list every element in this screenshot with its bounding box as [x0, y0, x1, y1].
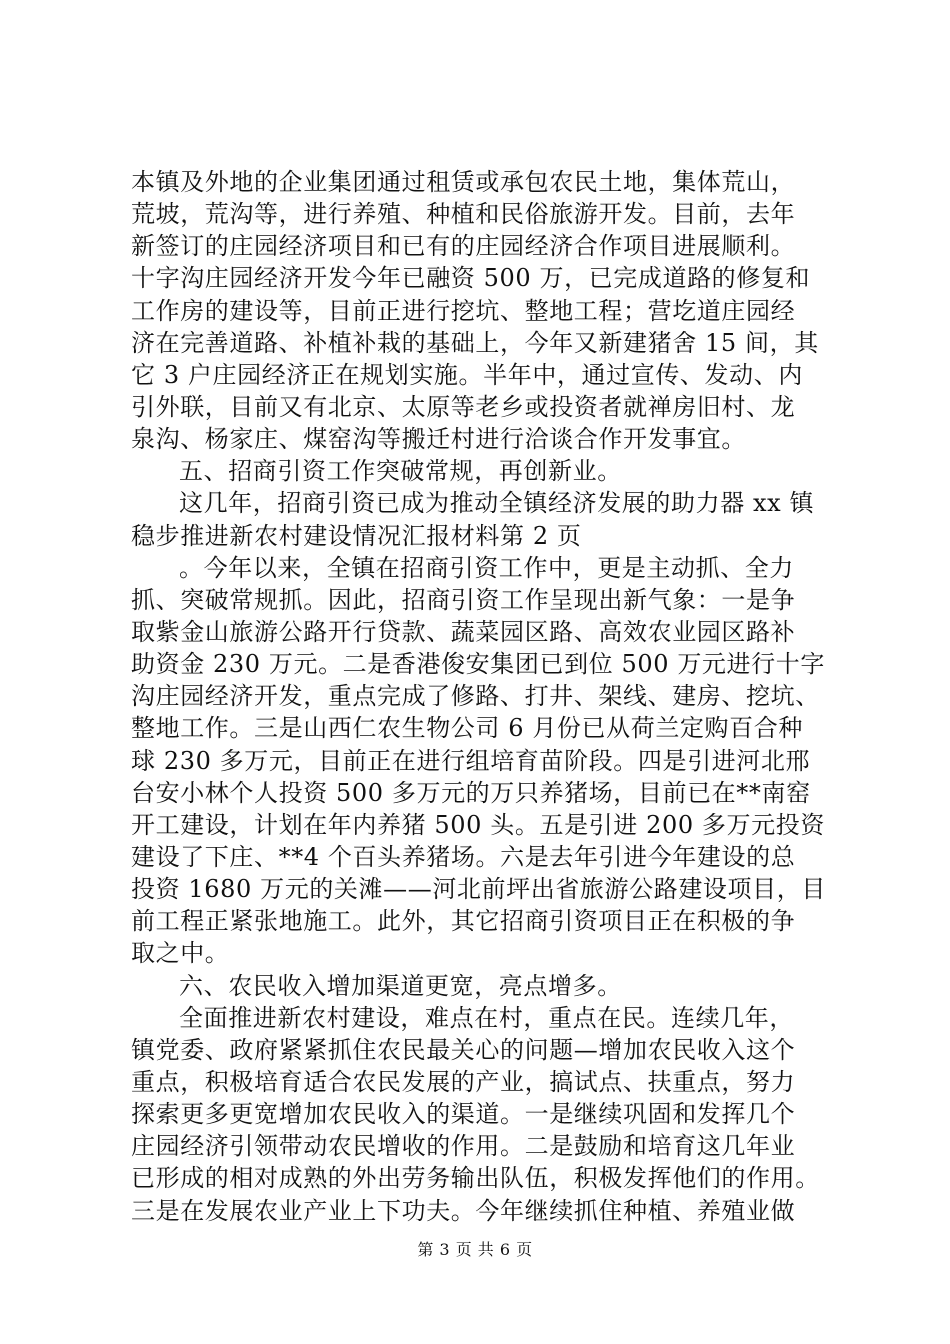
section-heading: 五、招商引资工作突破常规，再创新业。 [179, 457, 622, 486]
text-line: 已形成的相对成熟的外出劳务输出队伍，积极发挥他们的作用。 [131, 1164, 820, 1193]
text-line: 十字沟庄园经济开发今年已融资 500 万，已完成道路的修复和 [131, 264, 811, 293]
text-line: 球 230 多万元，目前正在进行组培育苗阶段。四是引进河北邢 [131, 746, 811, 775]
text-line: 新签订的庄园经济项目和已有的庄园经济合作项目进展顺利。 [131, 232, 796, 261]
text-line: 前工程正紧张地施工。此外，其它招商引资项目正在积极的争 [131, 907, 796, 936]
paragraph-start-line: 这几年，招商引资已成为推动全镇经济发展的助力器 xx 镇 [179, 489, 815, 518]
text-line: 工作房的建设等，目前正进行挖坑、整地工程；营圪道庄园经 [131, 296, 796, 325]
body-text [131, 166, 831, 1227]
text-line: 台安小林个人投资 500 多万元的万只养猪场，目前已在**南窑 [131, 778, 811, 807]
page-number-footer: 第 3 页 共 6 页 [417, 1240, 533, 1259]
text-line: 稳步推进新农村建设情况汇报材料第 2 页 [131, 521, 582, 550]
text-line: 取紫金山旅游公路开行贷款、蔬菜园区路、高效农业园区路补 [131, 617, 796, 646]
text-line: 投资 1680 万元的关滩——河北前坪出省旅游公路建设项目，目 [131, 875, 826, 904]
section-heading: 六、农民收入增加渠道更宽，亮点增多。 [179, 971, 622, 1000]
paragraph-start-line: 全面推进新农村建设，难点在村，重点在民。连续几年， [179, 1003, 794, 1032]
text-line: 建设了下庄、**4 个百头养猪场。六是去年引进今年建设的总 [131, 842, 796, 871]
text-line: 庄园经济引领带动农民增收的作用。二是鼓励和培育这几年业 [131, 1132, 796, 1161]
text-line: 济在完善道路、补植补栽的基础上，今年又新建猪舍 15 间，其 [131, 328, 819, 357]
text-line: 本镇及外地的企业集团通过租赁或承包农民土地，集体荒山， [131, 168, 796, 196]
text-line: 它 3 户庄园经济正在规划实施。半年中，通过宣传、发动、内 [131, 360, 803, 389]
text-line: 探索更多更宽增加农民收入的渠道。一是继续巩固和发挥几个 [131, 1100, 796, 1129]
text-line: 荒坡，荒沟等，进行养殖、种植和民俗旅游开发。目前，去年 [131, 200, 796, 229]
text-line: 整地工作。三是山西仁农生物公司 6 月份已从荷兰定购百合种 [131, 714, 803, 743]
text-line: 取之中。 [131, 939, 230, 968]
text-line: 抓、突破常规抓。因此，招商引资工作呈现出新气象：一是争 [131, 585, 796, 614]
text-line: 重点，积极培育适合农民发展的产业，搞试点、扶重点，努力 [131, 1067, 796, 1096]
text-line: 泉沟、杨家庄、煤窑沟等搬迁村进行洽谈合作开发事宜。 [131, 425, 746, 454]
text-line: 引外联，目前又有北京、太原等老乡或投资者就禅房旧村、龙 [131, 392, 796, 421]
text-line: 。今年以来，全镇在招商引资工作中，更是主动抓、全力 [179, 553, 794, 582]
text-line: 镇党委、政府紧紧抓住农民最关心的问题—增加农民收入这个 [131, 1035, 796, 1064]
text-line: 三是在发展农业产业上下功夫。今年继续抓住种植、养殖业做 [131, 1196, 796, 1225]
text-line: 开工建设，计划在年内养猪 500 头。五是引进 200 多万元投资 [131, 810, 825, 839]
text-line: 沟庄园经济开发，重点完成了修路、打井、架线、建房、挖坑、 [131, 682, 820, 711]
text-line: 助资金 230 万元。二是香港俊安集团已到位 500 万元进行十字 [131, 650, 825, 679]
